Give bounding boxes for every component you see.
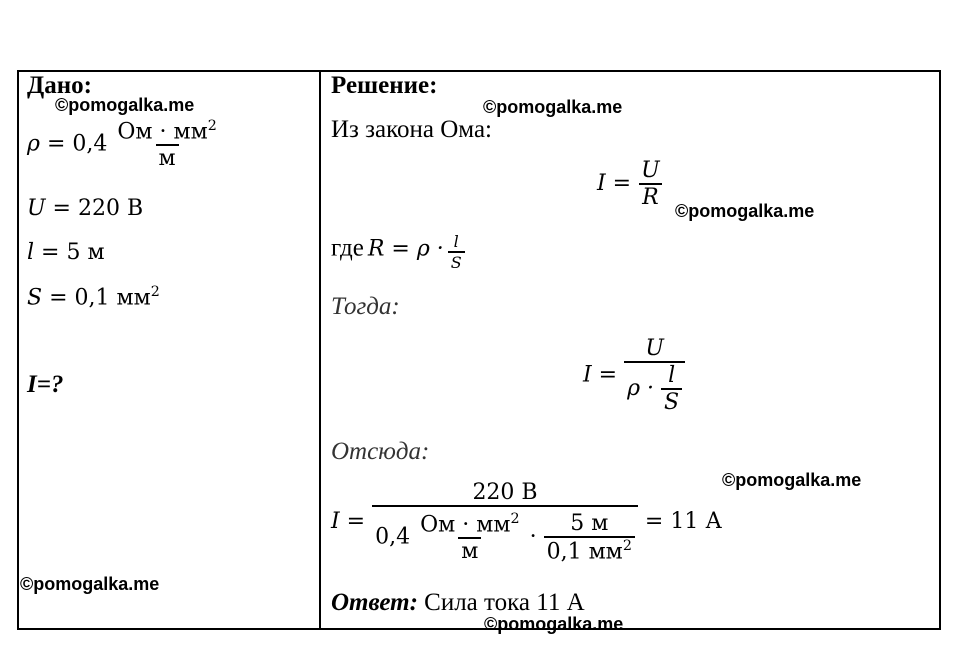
voltage-symbol: U	[27, 196, 46, 221]
calc-length-fraction	[544, 511, 635, 564]
area-symbol: S	[27, 285, 43, 311]
resistance-numerator: l	[453, 232, 459, 251]
area-value: = 0,1 мм	[49, 285, 151, 311]
calc-unit-exponent: 2	[510, 511, 520, 527]
watermark: ©pomogalka.me	[484, 614, 624, 634]
rho-unit-numerator: Ом · мм	[117, 119, 208, 145]
ohm-lhs: I =	[597, 171, 632, 196]
watermark: ©pomogalka.me	[55, 95, 195, 115]
ohm-law-formula	[597, 158, 663, 210]
rho-value: = 0,4	[46, 131, 108, 157]
calculation-formula	[331, 480, 722, 564]
column-divider	[319, 70, 321, 630]
length-symbol: l	[27, 240, 35, 265]
combined-denominator	[624, 361, 685, 415]
combined-formula	[583, 336, 685, 415]
combined-inner-denominator: S	[661, 388, 682, 415]
resistance-denominator: S	[448, 251, 465, 272]
calc-result: = 11 А	[644, 509, 722, 535]
given-header: Дано:	[27, 72, 92, 99]
rho-unit-denominator: м	[156, 144, 179, 171]
length-value: = 5 м	[41, 240, 105, 265]
watermark: ©pomogalka.me	[722, 470, 862, 490]
ohm-numerator: U	[641, 158, 660, 183]
resistance-formula	[331, 232, 465, 272]
calc-lhs: I =	[331, 509, 366, 535]
answer-text: Сила тока 11 А	[424, 589, 585, 616]
calc-fraction	[372, 480, 638, 564]
watermark: ©pomogalka.me	[483, 97, 623, 117]
watermark: ©pomogalka.me	[675, 201, 815, 221]
rho-unit-fraction	[114, 118, 219, 171]
combined-den-prefix: ρ ·	[627, 376, 655, 401]
answer-label: Ответ:	[331, 589, 418, 616]
watermark: ©pomogalka.me	[20, 574, 160, 594]
calc-length-exponent: 2	[622, 538, 632, 554]
given-voltage	[27, 196, 143, 221]
combined-numerator: U	[645, 336, 664, 361]
given-unknown: I=?	[27, 371, 64, 398]
ohm-fraction	[638, 158, 663, 210]
where-text: где	[331, 234, 364, 262]
rho-unit-exponent: 2	[207, 118, 217, 134]
calc-unit-denominator: м	[458, 537, 481, 564]
resistance-lhs: R = ρ ·	[367, 236, 444, 262]
hence-label: Отсюда:	[331, 438, 430, 465]
combined-lhs: I =	[583, 362, 618, 388]
solution-intro: Из закона Ома:	[331, 116, 492, 143]
area-exponent: 2	[150, 284, 160, 300]
calc-unit-fraction	[417, 511, 522, 564]
calc-unit-numerator: Ом · мм	[420, 512, 511, 538]
calc-denominator	[372, 505, 638, 564]
given-resistivity	[27, 118, 220, 171]
given-area	[27, 284, 160, 310]
given-length	[27, 240, 105, 265]
calc-length-denominator: 0,1 мм	[546, 539, 623, 565]
calc-numerator: 220 В	[472, 480, 538, 505]
ohm-denominator: R	[639, 183, 662, 210]
then-label: Тогда:	[331, 293, 400, 320]
calc-length-numerator: 5 м	[570, 511, 609, 536]
answer-line	[331, 589, 585, 617]
calc-den-prefix: 0,4	[375, 524, 411, 550]
calc-dot: ·	[529, 524, 537, 550]
combined-fraction	[624, 336, 685, 415]
combined-inner-numerator: l	[668, 363, 676, 388]
rho-symbol: ρ	[27, 131, 40, 157]
voltage-value: = 220 В	[52, 196, 144, 221]
resistance-fraction	[448, 232, 465, 272]
solution-header: Решение:	[331, 72, 438, 99]
combined-inner-fraction	[661, 363, 682, 415]
